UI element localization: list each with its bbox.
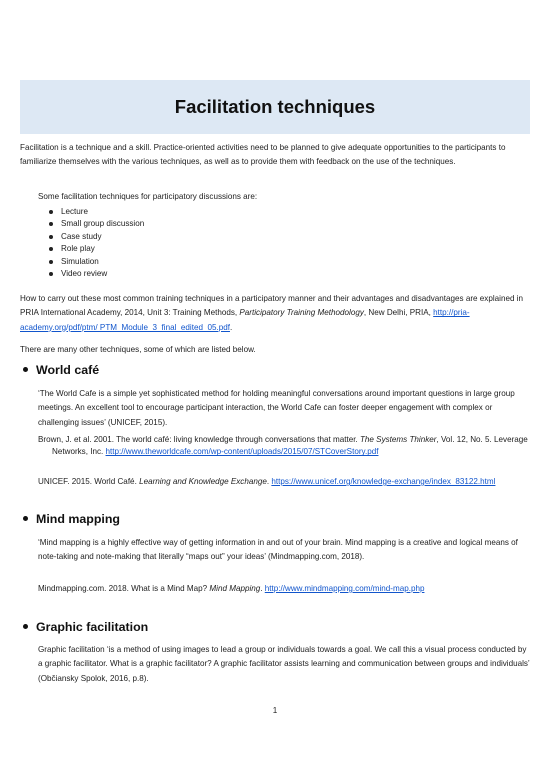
section-heading-world-cafe: World café: [20, 363, 99, 377]
bullet-icon: [49, 222, 53, 226]
reference-link[interactable]: http://www.theworldcafe.com/wp-content/uploads/2015/07/STCoverStory.pdf: [105, 447, 379, 457]
reference-link[interactable]: https://www.unicef.org/knowledge-exchange/index_83122.html: [271, 477, 496, 486]
bullet-icon: [49, 247, 53, 251]
bullet-icon: [49, 272, 53, 276]
title-band: [20, 80, 530, 134]
list-item: Video review: [48, 268, 144, 280]
world-cafe-reference-2: UNICEF. 2015. World Café. Learning and Knowledge Exchange. https://www.unicef.org/knowledge-exchange/index_83122.html: [38, 477, 496, 486]
howto-paragraph: How to carry out these most common training techniques in a participatory manner and their advantages and disadvantages are explained in PRIA International Academy, 2014, Unit 3: Training Methods, Participatory Training Methodology, New Delhi, PRIA, http://pria-academy.org/pdf/ptm/ PTM_Module_3_final_edited_05.pdf.: [20, 294, 524, 332]
list-item: Case study: [48, 231, 144, 243]
graphic-facilitation-quote: Graphic facilitation ‘is a method of using images to lead a group or individuals towards a goal. We call this a visual process conducted by a graphic facilitator. What is a graphic facilitator? A graphic facilitator assists learning and communication between groups and individuals’ (Občiansky Spolok, 2016, p.8).: [38, 645, 530, 683]
bullet-icon: [49, 260, 53, 264]
world-cafe-reference-1: Brown, J. et al. 2001. The world café: living knowledge through conversations that matter. The Systems Thinker, Vol. 12, No. 5. Leverage Networks, Inc. http://www.theworldcafe.com/wp-content/uploads/2015/07/STCoverStory.pdf: [38, 435, 528, 457]
list-intro: Some facilitation techniques for participatory discussions are:: [38, 192, 258, 201]
bullet-icon: [49, 210, 53, 214]
howto-link[interactable]: http://pria-academy.org/pdf/ptm/ PTM_Module_3_final_edited_05.pdf: [20, 308, 470, 332]
other-techniques-text: There are many other techniques, some of which are listed below.: [20, 345, 256, 354]
world-cafe-quote: ‘The World Cafe is a simple yet sophisticated method for holding meaningful conversations around important questions in large group meetings. An excellent tool to encourage participant interaction, the World Cafe can foster deeper engagement with complex or challenging issues’ (UNICEF, 2015).: [38, 389, 515, 427]
list-item: Simulation: [48, 256, 144, 268]
section-heading-graphic-facilitation: Graphic facilitation: [20, 620, 148, 634]
techniques-list: [48, 206, 144, 280]
bullet-icon: [23, 624, 28, 629]
bullet-icon: [23, 367, 28, 372]
list-item: Small group discussion: [48, 218, 144, 230]
list-item: Lecture: [48, 206, 144, 218]
list-item: Role play: [48, 243, 144, 255]
page-number: 1: [272, 706, 278, 715]
mind-mapping-quote: ‘Mind mapping is a highly effective way of getting information in and out of your brain. Mind mapping is a creative and logical means of note-taking and note-making that literally “maps out” your ideas’ (Mindmapping.com, 2018).: [38, 538, 518, 562]
reference-link[interactable]: http://www.mindmapping.com/mind-map.php: [264, 584, 425, 593]
bullet-icon: [23, 516, 28, 521]
mind-mapping-reference: Mindmapping.com. 2018. What is a Mind Map? Mind Mapping. http://www.mindmapping.com/mind-map.php: [38, 584, 425, 593]
page-title: Facilitation techniques: [174, 96, 376, 117]
intro-paragraph: Facilitation is a technique and a skill. Practice-oriented activities need to be planned to give adequate opportunities to the participants to familiarize themselves with the various techniques, as well as to provide them with feedback on the use of the techniques.: [20, 143, 506, 167]
section-heading-mind-mapping: Mind mapping: [20, 512, 120, 526]
bullet-icon: [49, 235, 53, 239]
